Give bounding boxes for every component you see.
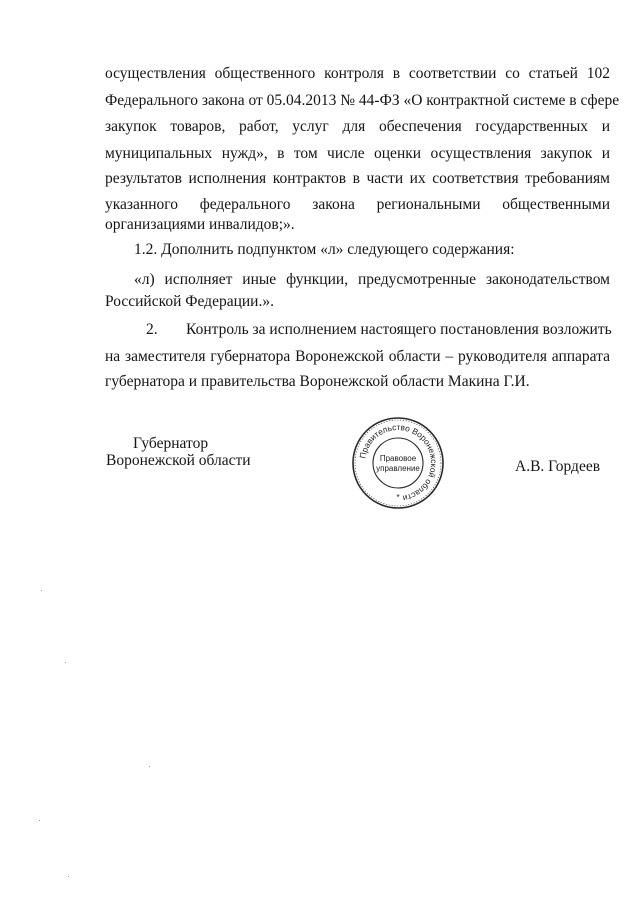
paragraph-line: Федерального закона от 05.04.2013 № 44-ФЗ «О контрактной системе в сфере — [105, 92, 620, 109]
svg-text:*: * — [396, 493, 400, 502]
scan-speck — [65, 662, 66, 663]
paragraph-line: указанного федерального закона региональными общественными — [105, 196, 610, 213]
item-l-line: «л) исполняет иные функции, предусмотренные законодательством — [134, 271, 610, 288]
paragraph-line: муниципальных нужд», в том числе оценки осуществления закупок и — [105, 145, 610, 162]
official-stamp — [349, 414, 447, 512]
scan-speck — [149, 766, 150, 767]
item-2-number: 2. — [146, 321, 158, 338]
item-2-line: на заместителя губернатора Воронежской области – руководителя аппарата — [105, 348, 610, 365]
svg-text:управление: управление — [376, 464, 420, 473]
item-l-line: Российской Федерации.». — [105, 293, 274, 310]
scan-speck — [68, 876, 69, 877]
signature-name: А.В. Гордеев — [515, 458, 601, 475]
stamp-seal — [349, 414, 447, 512]
item-1-2: 1.2. Дополнить подпунктом «л» следующего содержания: — [134, 241, 515, 258]
paragraph-line: осуществления общественного контроля в соответствии со статьей 102 — [105, 65, 610, 82]
signature-position-line1: Губернатор — [133, 435, 209, 452]
signature-position-line2: Воронежской области — [106, 452, 251, 469]
item-2-line: Контроль за исполнением настоящего постановления возложить — [186, 321, 612, 338]
svg-text:Правовое: Правовое — [379, 454, 417, 463]
svg-text:Правительство Воронежской обла: Правительство Воронежской области — [357, 421, 440, 504]
paragraph-line: закупок товаров, работ, услуг для обеспечения государственных и — [105, 118, 610, 135]
paragraph-line: результатов исполнения контрактов в части их соответствия требованиям — [105, 170, 610, 187]
item-2-line: губернатора и правительства Воронежской области Макина Г.И. — [105, 373, 530, 390]
scan-speck — [41, 590, 42, 591]
scan-speck — [39, 820, 40, 821]
paragraph-line: организациями инвалидов;». — [105, 216, 295, 233]
